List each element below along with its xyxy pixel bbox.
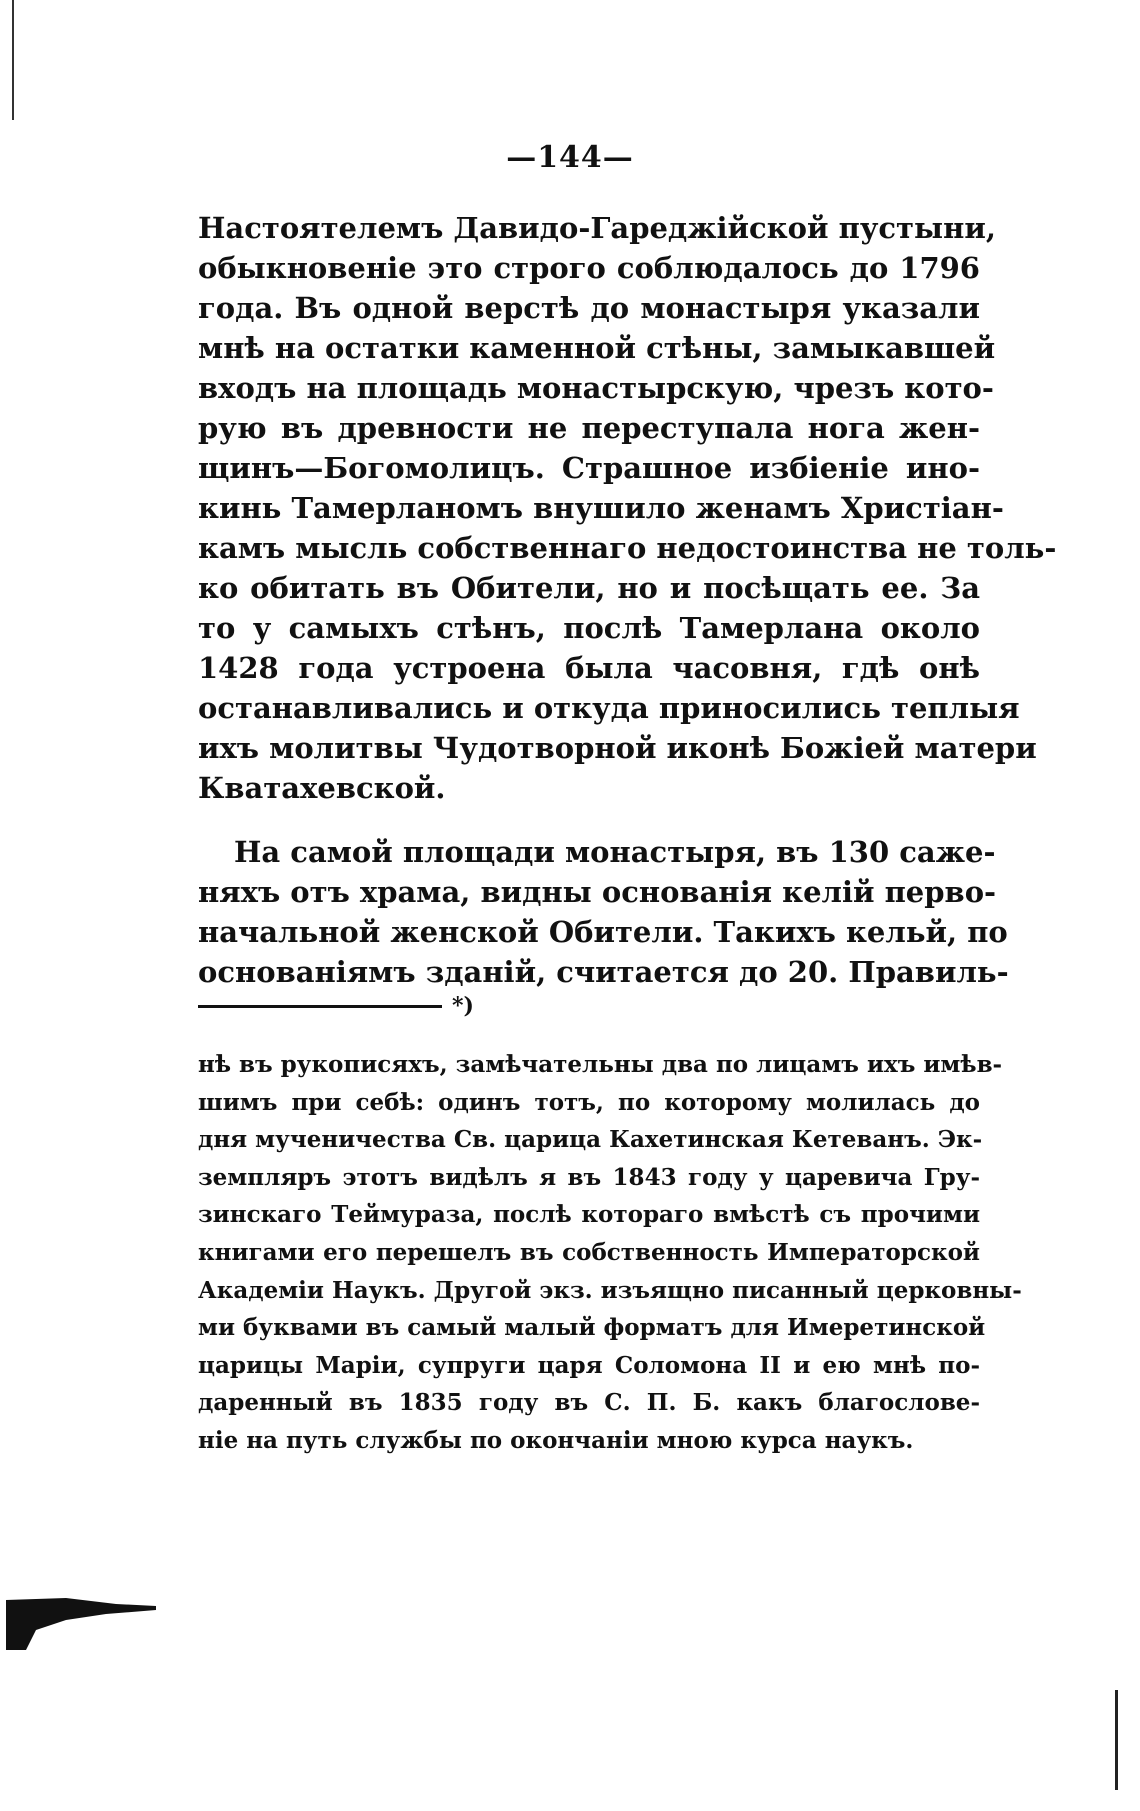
footnote-line: дня мученичества Св. царица Кахетинская Кетеванъ. Эк- [198,1126,983,1154]
text-line: На самой площади монастыря, въ 130 саже- [234,835,996,869]
text-line: Кватахевской. [198,771,446,805]
scan-smudge [6,1590,156,1650]
footnote-line: нѣ въ рукописяхъ, замѣчательны два по лицамъ ихъ имѣв- [198,1051,1003,1078]
scan-edge-mark [1115,1690,1118,1790]
text-line: ихъ молитвы Чудотворной иконѣ Божіей матери [198,731,1037,765]
page-number: —144— [506,140,634,175]
footnote [198,1046,1022,1460]
footnote-line: ми буквами въ самый малый форматъ для Имеретинской [198,1314,986,1342]
text-line: года. Въ одной верстѣ до монастыря указали [198,291,980,325]
text-line: ко обитать въ Обители, но и посѣщать ее. За [198,571,980,605]
text-line: 1428 года устроена была часовня, гдѣ онѣ [198,651,980,685]
footnote-line: ніе на путь службы по окончаніи мною курса наукъ. [198,1426,914,1454]
footnote-line: шимъ при себѣ: одинъ тотъ, по которому молилась до [198,1088,980,1116]
text-line: Настоятелемъ Давидо-Гареджійской пустыни, [198,211,996,245]
text-line: щинъ—Богомолицъ. Страшное избіеніе ино- [198,451,980,485]
text-line: обыкновеніе это строго соблюдалось до 1796 [198,251,980,285]
footnote-rule [198,1005,442,1008]
footnote-line: царицы Маріи, супруги царя Соломона II и ею мнѣ по- [198,1351,980,1379]
paragraph-gap [198,808,980,832]
footnote-line: даренный въ 1835 году въ С. П. Б. какъ благослове- [198,1389,980,1417]
text-line: начальной женской Обители. Такихъ кельй, по [198,915,1008,949]
scan-edge-mark [12,0,14,120]
main-text [198,208,1057,992]
text-line: останавливались и откуда приносились теплыя [198,691,1020,725]
footnote-line: зинскаго Теймураза, послѣ котораго вмѣстѣ съ прочими [198,1201,980,1229]
text-line: рую въ древности не переступала нога жен- [198,411,980,445]
footnote-line: Академіи Наукъ. Другой экз. изъящно писанный церковны- [198,1276,1022,1304]
footnote-line: книгами его перешелъ въ собственность Императорской [198,1238,980,1266]
footnote-line: земпляръ этотъ видѣлъ я въ 1843 году у царевича Гру- [198,1163,980,1191]
footnote-mark: *) [452,993,474,1019]
text-line: мнѣ на остатки каменной стѣны, замыкавшей [198,331,996,365]
text-line: то у самыхъ стѣнъ, послѣ Тамерлана около [198,611,980,645]
text-line: основаніямъ зданій, считается до 20. Правиль- [198,955,1009,989]
text-line: камъ мысль собственнаго недостоинства не толь- [198,531,1057,565]
text-line: кинь Тамерланомъ внушило женамъ Христіан- [198,491,1004,525]
text-line: входъ на площадь монастырскую, чрезъ кото- [198,371,994,405]
text-line: няхъ отъ храма, видны основанія келій перво- [198,875,997,909]
